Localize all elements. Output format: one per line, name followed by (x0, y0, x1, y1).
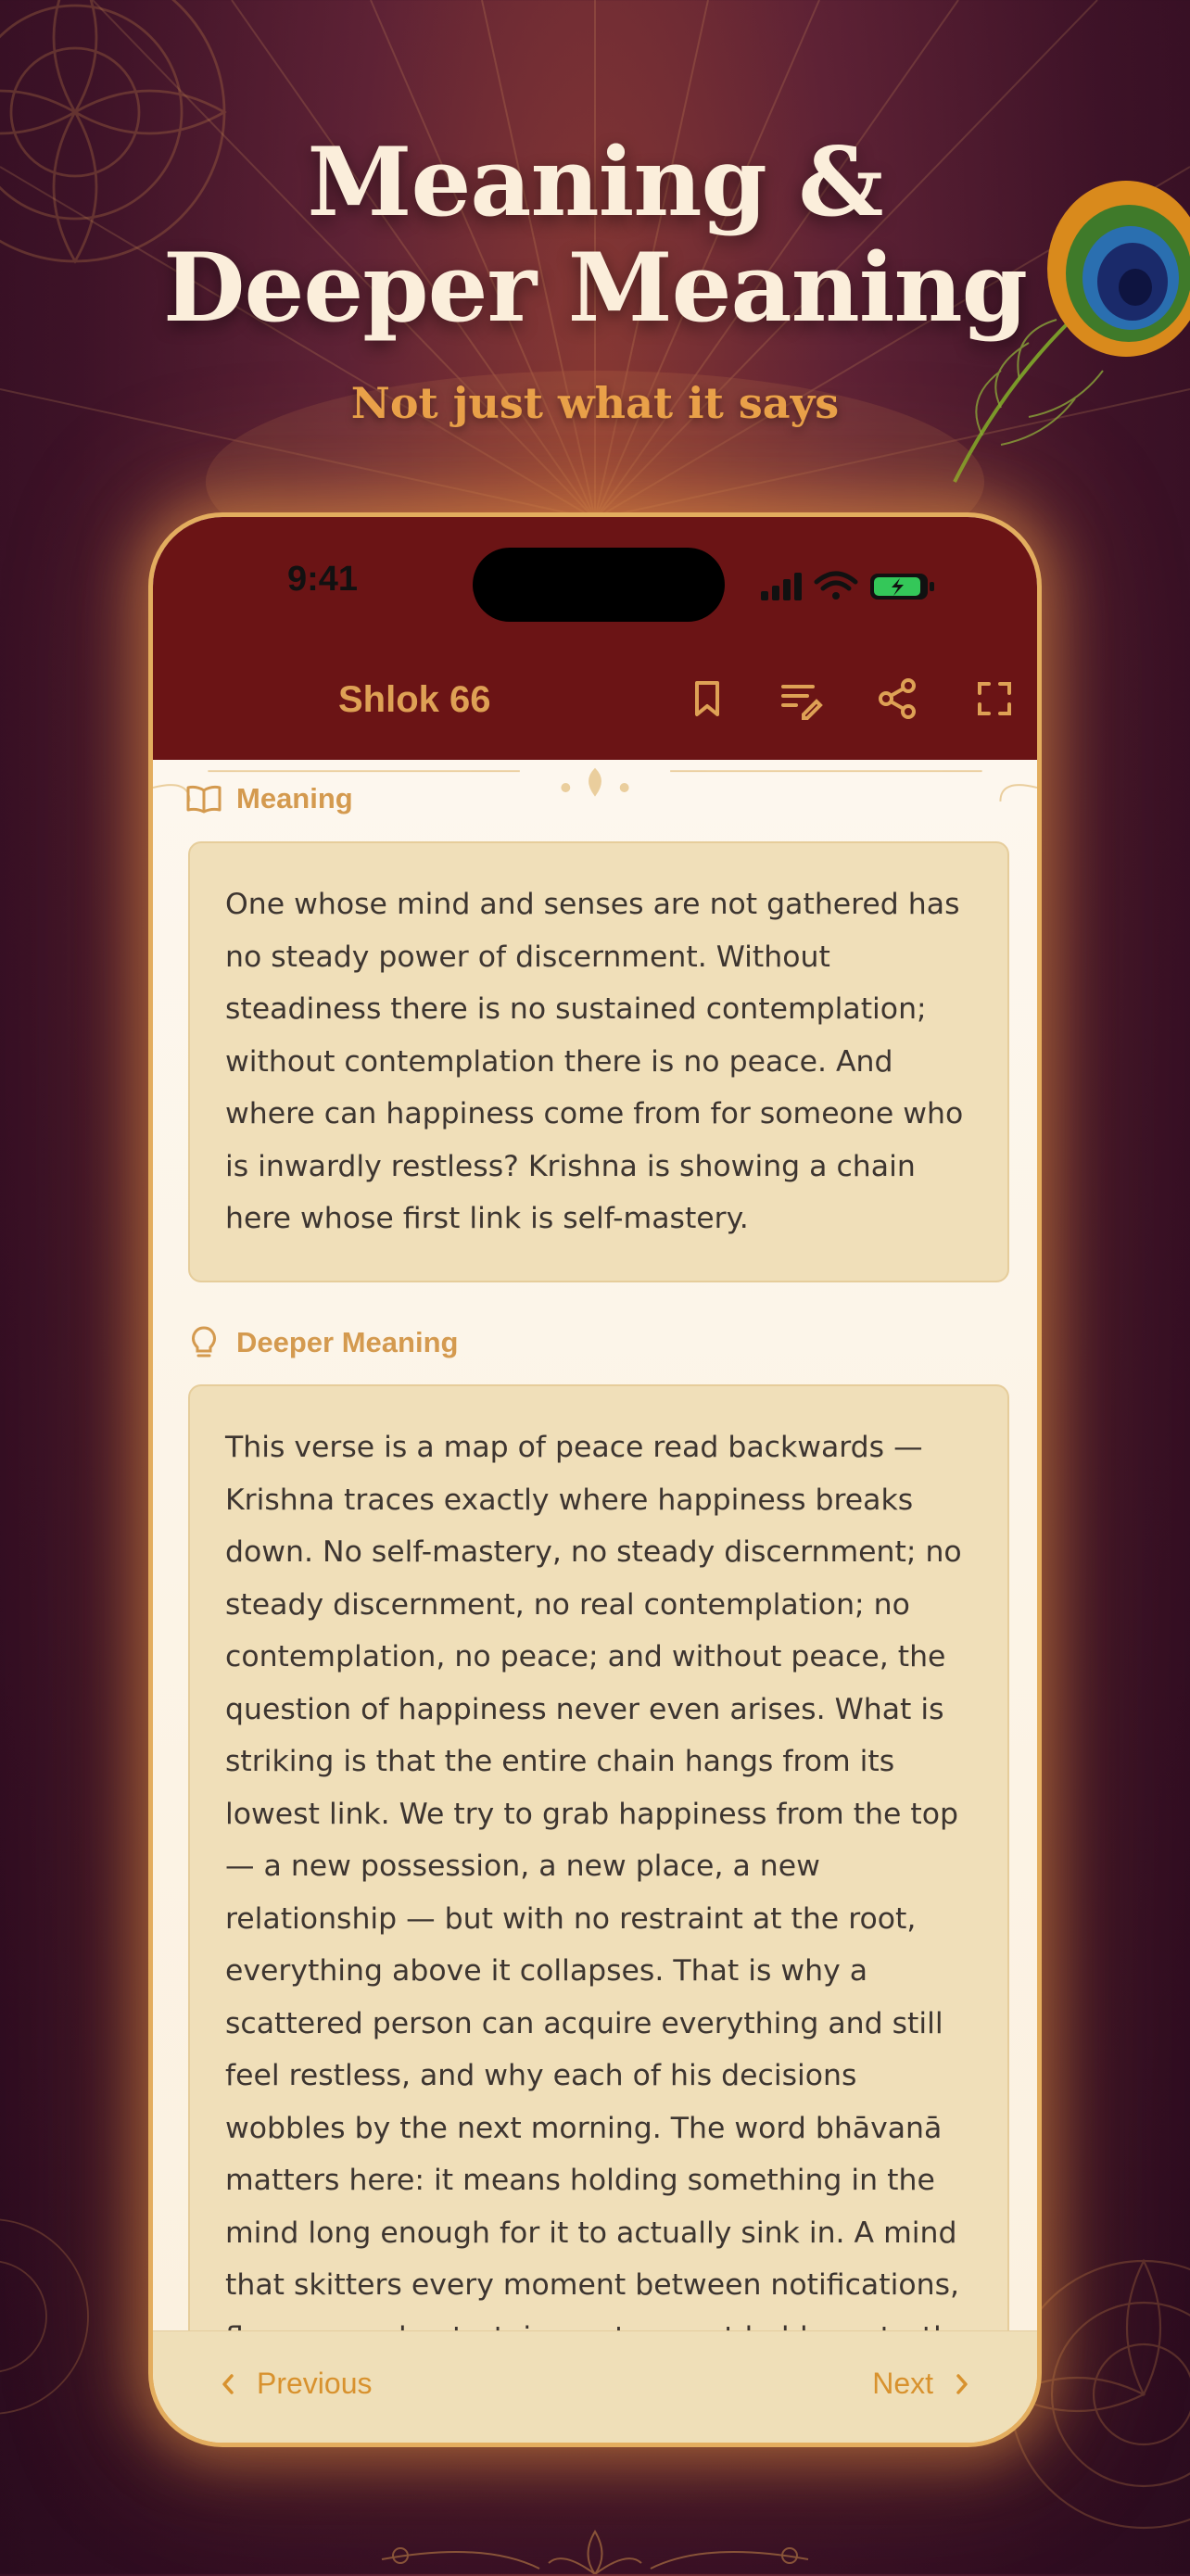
meaning-label: Meaning (236, 782, 353, 814)
next-button[interactable] (872, 2367, 970, 2401)
next-label: Next (872, 2367, 933, 2400)
previous-button[interactable] (220, 2367, 373, 2401)
previous-label: Previous (257, 2367, 373, 2400)
notes-icon[interactable] (779, 676, 823, 721)
hero-title-line-2: Deeper Meaning (163, 233, 1027, 344)
meaning-section-header (186, 782, 353, 815)
peacock-feather-icon (945, 139, 1190, 491)
deeper-meaning-text: This verse is a map of peace read backwards — Krishna traces exactly where happiness breaks down. No self-mastery, no steady discernment; no steady discernment, no real contemplation; no contemplation, no peace; and without peace, the question of happiness never even arises. What is striking is that the entire chain hangs from its lowest link. We try to grab happiness from the top — a new possession, a new place, a new relationship — but with no restraint at the root, everything above it collapses. That is why a scattered person can acquire everything and still feel restless, and why each of his decisions wobbles by the next morning. The word bhāvanā matters here: it means holding something in the mind long enough for it to actually sink in. A mind that skitters every moment between notifications, (225, 1431, 962, 2302)
phone-mockup (148, 512, 1042, 2447)
meaning-text: One whose mind and senses are not gathered has no steady power of discernment. Without steadiness there is no sustained contemplation; without contemplation there is no peace. And where can happiness come from for someone who is inwardly restless? Krishna is showing a chain here whose first link is self-mastery. (225, 888, 964, 1235)
bottom-navigation-bar (153, 2330, 1037, 2443)
deeper-meaning-card (188, 1384, 1009, 2341)
lightbulb-icon (186, 1325, 222, 1360)
shlok-title: Shlok 66 (338, 679, 491, 720)
app-header (153, 517, 1037, 760)
chevron-left-icon (220, 2371, 236, 2397)
signal-icon (761, 573, 802, 600)
open-book-icon (186, 783, 222, 814)
wifi-icon (817, 574, 855, 588)
bookmark-icon[interactable] (685, 676, 729, 721)
scroll-content[interactable] (153, 760, 1037, 2341)
hero-subtitle: Not just what it says (350, 378, 840, 428)
fullscreen-icon[interactable] (972, 676, 1017, 721)
battery-icon (870, 574, 934, 600)
status-time: 9:41 (287, 560, 359, 599)
deeper-meaning-label: Deeper Meaning (236, 1326, 459, 1358)
meaning-card (188, 841, 1009, 1282)
hero-title-line-1: Meaning & (307, 127, 883, 238)
chevron-right-icon (954, 2371, 970, 2397)
share-icon[interactable] (875, 676, 919, 721)
lotus-ornament (363, 2522, 827, 2574)
status-icons (761, 569, 946, 602)
deeper-meaning-section-header (186, 1325, 458, 1360)
dynamic-island (473, 548, 725, 622)
